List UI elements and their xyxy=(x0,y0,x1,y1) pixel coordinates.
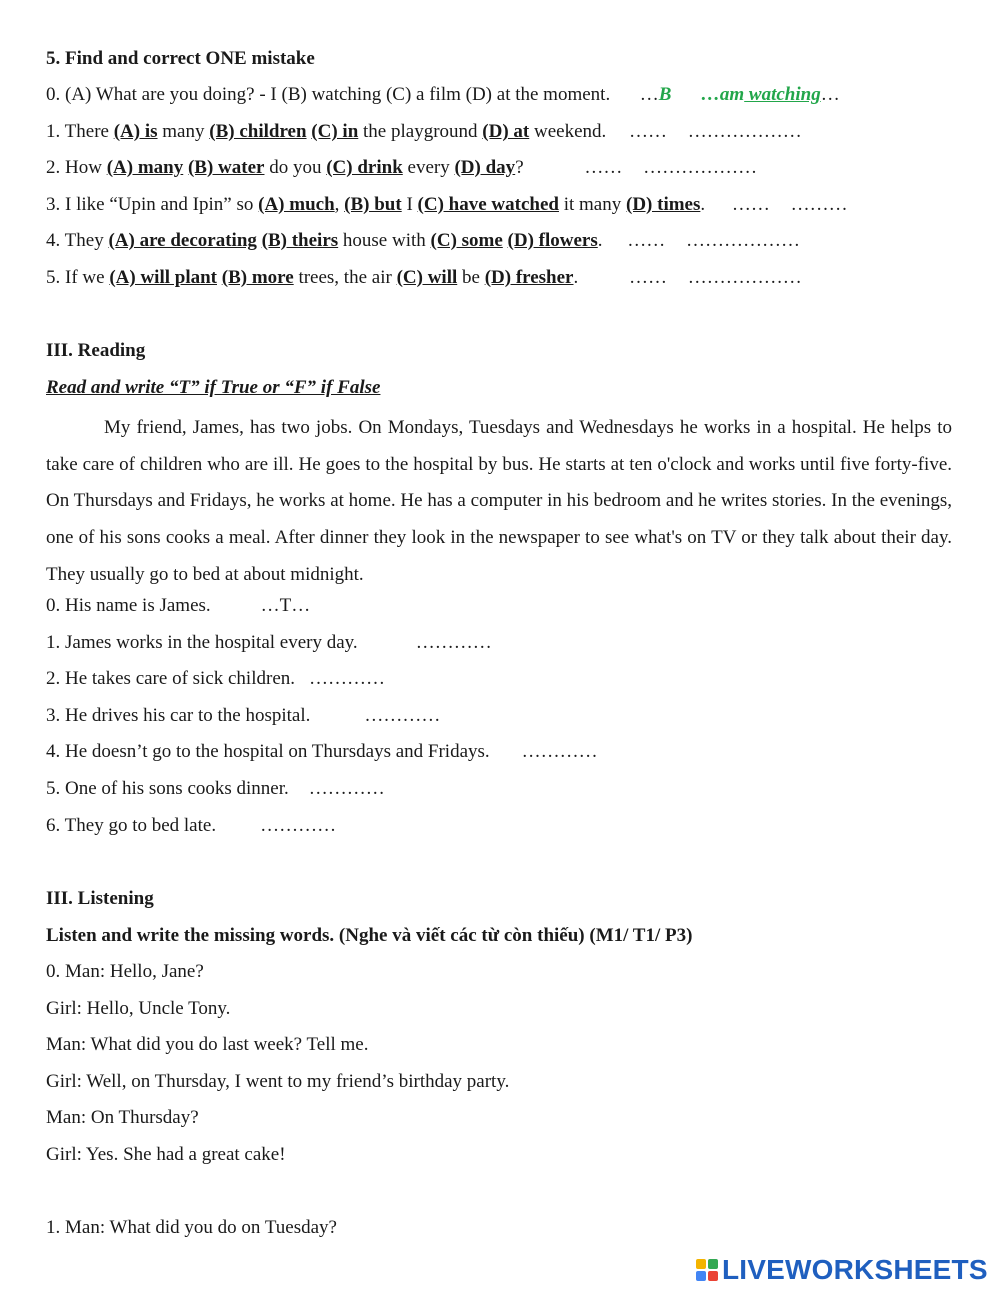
option-a: (A) many xyxy=(106,157,184,178)
answer-letter-blank[interactable]: …… xyxy=(629,121,668,142)
dialogue-line: Girl: Hello, Uncle Tony. xyxy=(46,998,231,1019)
section5-example: 0. (A) What are you doing? - I (B) watching (C) a film (D) at the moment. …B …am watching… xyxy=(46,84,840,105)
reading-passage: My friend, James, has two jobs. On Mondays, Tuesdays and Wednesdays he works in a hospital. He helps to take care of children who are ill. He goes to the hospital by bus. He starts at ten o'clock and works until five forty-five. On Thursdays and Fridays, he works at home. He has a computer in his bedroom and he writes stories. In the evenings, one of his sons cooks a meal. After dinner they look in the newspaper to see what's on TV or they talk about their day. They usually go to bed at about midnight. xyxy=(46,417,952,585)
answer-blank[interactable]: …T… xyxy=(260,595,311,616)
reading-title: III. Reading xyxy=(46,340,146,361)
option-b: (B) theirs xyxy=(261,230,339,251)
answer-correction-blank[interactable]: ……………… xyxy=(643,157,758,178)
option-c: (C) in xyxy=(311,121,359,142)
option-a: (A) much xyxy=(258,194,335,215)
example-text: 0. (A) What are you doing? - I (B) watching (C) a film (D) at the moment. xyxy=(46,84,611,105)
option-c: (C) will xyxy=(396,267,458,288)
option-d: (D) at xyxy=(482,121,530,142)
option-d: (D) fresher xyxy=(484,267,574,288)
answer-correction-blank[interactable]: ……………… xyxy=(687,267,802,288)
reading-item-4: 4. He doesn’t go to the hospital on Thursdays and Fridays. ………… xyxy=(46,741,598,762)
section5-title: 5. Find and correct ONE mistake xyxy=(46,48,315,69)
example-answer-pre: …am xyxy=(700,84,745,105)
reading-item-0: 0. His name is James. …T… xyxy=(46,595,311,616)
answer-blank[interactable]: ………… xyxy=(260,815,337,836)
question-2: 2. How (A) many (B) water do you (C) drink every (D) day? …… ……………… xyxy=(46,157,758,178)
answer-blank[interactable]: ………… xyxy=(415,632,492,653)
option-a: (A) will plant xyxy=(109,267,217,288)
answer-blank[interactable]: ………… xyxy=(364,705,441,726)
listening-title: III. Listening xyxy=(46,888,154,909)
reading-item-6: 6. They go to bed late. ………… xyxy=(46,815,337,836)
answer-correction-blank[interactable]: ……… xyxy=(790,194,848,215)
option-a: (A) is xyxy=(113,121,158,142)
option-b: (B) but xyxy=(344,194,402,215)
option-b: (B) water xyxy=(187,157,265,178)
reading-item-5: 5. One of his sons cooks dinner. ………… xyxy=(46,778,385,799)
question-4: 4. They (A) are decorating (B) theirs house with (C) some (D) flowers. …… ……………… xyxy=(46,230,801,251)
option-c: (C) drink xyxy=(326,157,403,178)
answer-letter-blank[interactable]: …… xyxy=(584,157,623,178)
answer-correction-blank[interactable]: ……………… xyxy=(687,121,802,142)
dialogue-line: 1. Man: What did you do on Tuesday? xyxy=(46,1217,337,1238)
option-c: (C) some xyxy=(430,230,503,251)
reading-instruction: Read and write “T” if True or “F” if False xyxy=(46,377,381,398)
logo-text: LIVEWORKSHEETS xyxy=(722,1254,988,1285)
listening-instruction: Listen and write the missing words. (Nghe và viết các từ còn thiếu) (M1/ T1/ P3) xyxy=(46,925,693,946)
dialogue-line: Girl: Yes. She had a great cake! xyxy=(46,1144,286,1165)
option-b: (B) more xyxy=(221,267,294,288)
reading-item-2: 2. He takes care of sick children. ………… xyxy=(46,668,386,689)
logo-blocks-icon xyxy=(696,1259,718,1281)
option-c: (C) have watched xyxy=(417,194,559,215)
example-answer-letter: B xyxy=(658,84,672,105)
answer-letter-blank[interactable]: …… xyxy=(629,267,667,288)
question-5: 5. If we (A) will plant (B) more trees, the air (C) will be (D) fresher. …… ……………… xyxy=(46,267,802,288)
reading-item-1: 1. James works in the hospital every day. ………… xyxy=(46,632,492,653)
answer-correction-blank[interactable]: ……………… xyxy=(686,230,801,251)
question-3: 3. I like “Upin and Ipin” so (A) much, (B) but I (C) have watched it many (D) times. …… ……… xyxy=(46,194,848,215)
dialogue-line: Man: What did you do last week? Tell me. xyxy=(46,1034,369,1055)
dialogue-line: Man: On Thursday? xyxy=(46,1107,199,1128)
answer-blank[interactable]: ………… xyxy=(521,741,598,762)
example-answer-word: watching xyxy=(744,84,821,105)
answer-blank[interactable]: ………… xyxy=(309,668,386,689)
option-b: (B) children xyxy=(209,121,307,142)
option-a: (A) are decorating xyxy=(108,230,257,251)
dialogue-line: Girl: Well, on Thursday, I went to my friend’s birthday party. xyxy=(46,1071,510,1092)
answer-blank[interactable]: ………… xyxy=(308,778,385,799)
liveworksheets-logo xyxy=(696,1253,988,1287)
dialogue-line: 0. Man: Hello, Jane? xyxy=(46,961,204,982)
answer-letter-blank[interactable]: …… xyxy=(627,230,666,251)
reading-item-3: 3. He drives his car to the hospital. ………… xyxy=(46,705,441,726)
question-1: 1. There (A) is many (B) children (C) in the playground (D) at weekend. …… ……………… xyxy=(46,121,802,142)
answer-letter-blank[interactable]: …… xyxy=(731,194,770,215)
option-d: (D) day xyxy=(454,157,516,178)
option-d: (D) flowers xyxy=(507,230,598,251)
example-answer-post: … xyxy=(820,84,840,105)
option-d: (D) times xyxy=(626,194,701,215)
